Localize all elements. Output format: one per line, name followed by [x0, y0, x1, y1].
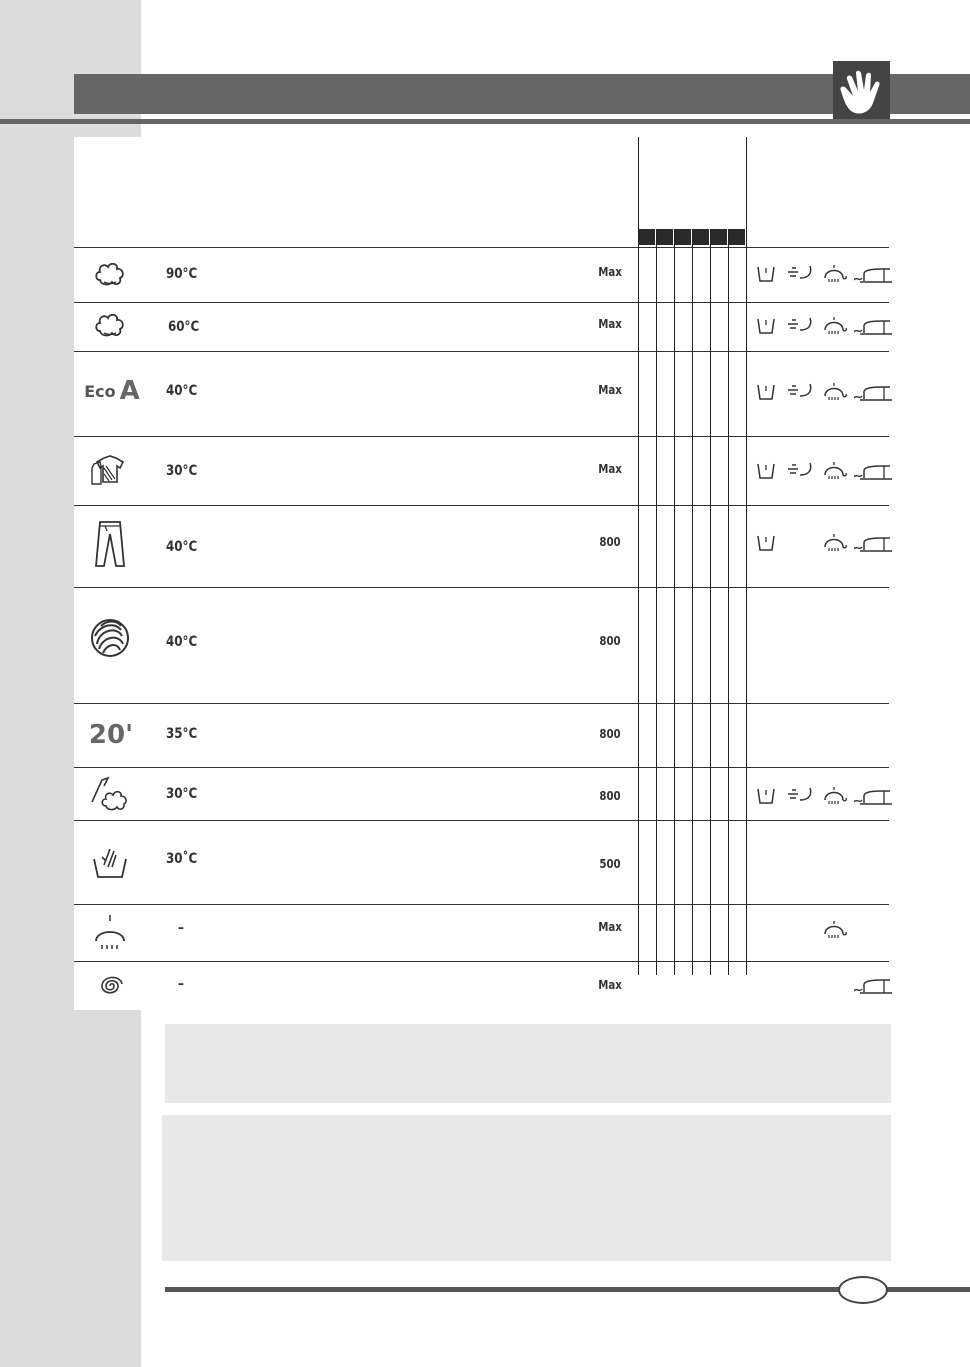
note-box — [162, 1115, 891, 1261]
row-divider — [74, 302, 889, 303]
column-divider — [710, 229, 711, 975]
care-symbols — [752, 461, 892, 481]
iron-care-icon — [854, 975, 892, 995]
temperature-label: 40°C — [166, 634, 198, 650]
spin-icon — [80, 961, 140, 1011]
bleach-care-icon — [786, 461, 816, 481]
rinse-icon — [80, 908, 140, 958]
column-divider — [692, 229, 693, 975]
iron-care-icon — [854, 461, 892, 481]
cotton-icon — [80, 248, 140, 298]
spin-speed-label: Max — [598, 317, 622, 331]
wash-care-icon — [756, 461, 776, 481]
bleach-care-icon — [786, 316, 816, 336]
spin-speed-label: Max — [598, 383, 622, 397]
drum-care-icon — [822, 920, 850, 940]
care-symbols — [752, 920, 892, 940]
bleach-care-icon — [786, 382, 816, 402]
spin-speed-label: Max — [598, 920, 622, 934]
bleach-care-icon — [786, 264, 816, 284]
temperature-label: 30°C — [166, 786, 198, 802]
drum-care-icon — [822, 786, 850, 806]
column-divider — [656, 229, 657, 975]
drum-care-icon — [822, 533, 850, 553]
care-symbols — [752, 533, 892, 553]
option-header-1 — [639, 229, 655, 245]
column-divider — [674, 229, 675, 975]
drum-care-icon — [822, 264, 850, 284]
cotton-icon — [80, 299, 140, 349]
row-divider — [74, 351, 889, 352]
hand-icon — [833, 61, 890, 119]
row-divider — [74, 904, 889, 905]
wash-care-icon — [756, 316, 776, 336]
wash-care-icon — [756, 264, 776, 284]
care-symbols — [752, 786, 892, 806]
spin-speed-label: Max — [598, 978, 622, 992]
wash-care-icon — [756, 786, 776, 806]
quick-icon — [78, 710, 144, 760]
drum-care-icon — [822, 382, 850, 402]
row-divider — [74, 436, 889, 437]
column-divider — [728, 229, 729, 975]
temperature-label: – — [178, 920, 184, 936]
spin-speed-label: 800 — [599, 634, 621, 648]
column-divider — [638, 137, 639, 975]
row-divider — [74, 587, 889, 588]
care-symbols — [752, 382, 892, 402]
row-divider — [74, 505, 889, 506]
row-divider — [74, 961, 889, 962]
drum-care-icon — [822, 316, 850, 336]
spin-speed-label: 800 — [599, 535, 621, 549]
mixed-icon — [80, 769, 140, 819]
spin-speed-label: 800 — [599, 727, 621, 741]
iron-care-icon — [854, 382, 892, 402]
care-symbols — [752, 264, 892, 284]
care-symbols — [752, 975, 892, 995]
handwash-icon — [80, 836, 140, 886]
temperature-label: 30˚C — [166, 851, 198, 867]
header-underline — [0, 119, 970, 124]
temperature-label: 40°C — [166, 539, 198, 555]
row-divider — [74, 767, 889, 768]
care-symbols — [752, 316, 892, 336]
spin-speed-label: 800 — [599, 789, 621, 803]
option-header-3 — [675, 229, 691, 245]
spin-speed-label: 500 — [599, 857, 621, 871]
eco-label: Eco — [84, 381, 116, 401]
column-divider — [746, 137, 747, 975]
temperature-label: 30°C — [166, 463, 198, 479]
temperature-label: – — [178, 976, 184, 992]
row-divider — [74, 820, 889, 821]
spin-speed-label: Max — [598, 462, 622, 476]
jeans-icon — [80, 518, 140, 568]
spin-speed-label: Max — [598, 265, 622, 279]
quick-label: 20' — [88, 720, 134, 750]
row-divider — [74, 703, 889, 704]
iron-care-icon — [854, 316, 892, 336]
temperature-label: 40°C — [166, 383, 198, 399]
temperature-label: 60°C — [168, 319, 200, 335]
iron-care-icon — [854, 533, 892, 553]
temperature-label: 35°C — [166, 726, 198, 742]
option-header-2 — [657, 229, 673, 245]
row-divider — [74, 247, 889, 248]
option-header-4 — [693, 229, 709, 245]
page-number-oval — [838, 1276, 888, 1304]
option-header-6 — [729, 229, 745, 245]
shirts-icon — [80, 445, 140, 495]
iron-care-icon — [854, 264, 892, 284]
drum-care-icon — [822, 461, 850, 481]
note-box — [165, 1024, 891, 1103]
eco-letter: A — [119, 376, 140, 406]
temperature-label: 90°C — [166, 266, 198, 282]
eco-a-icon — [76, 366, 148, 416]
wash-care-icon — [756, 533, 776, 553]
bleach-care-icon — [786, 786, 816, 806]
wash-care-icon — [756, 382, 776, 402]
wool-icon — [80, 613, 140, 663]
option-header-5 — [711, 229, 727, 245]
iron-care-icon — [854, 786, 892, 806]
